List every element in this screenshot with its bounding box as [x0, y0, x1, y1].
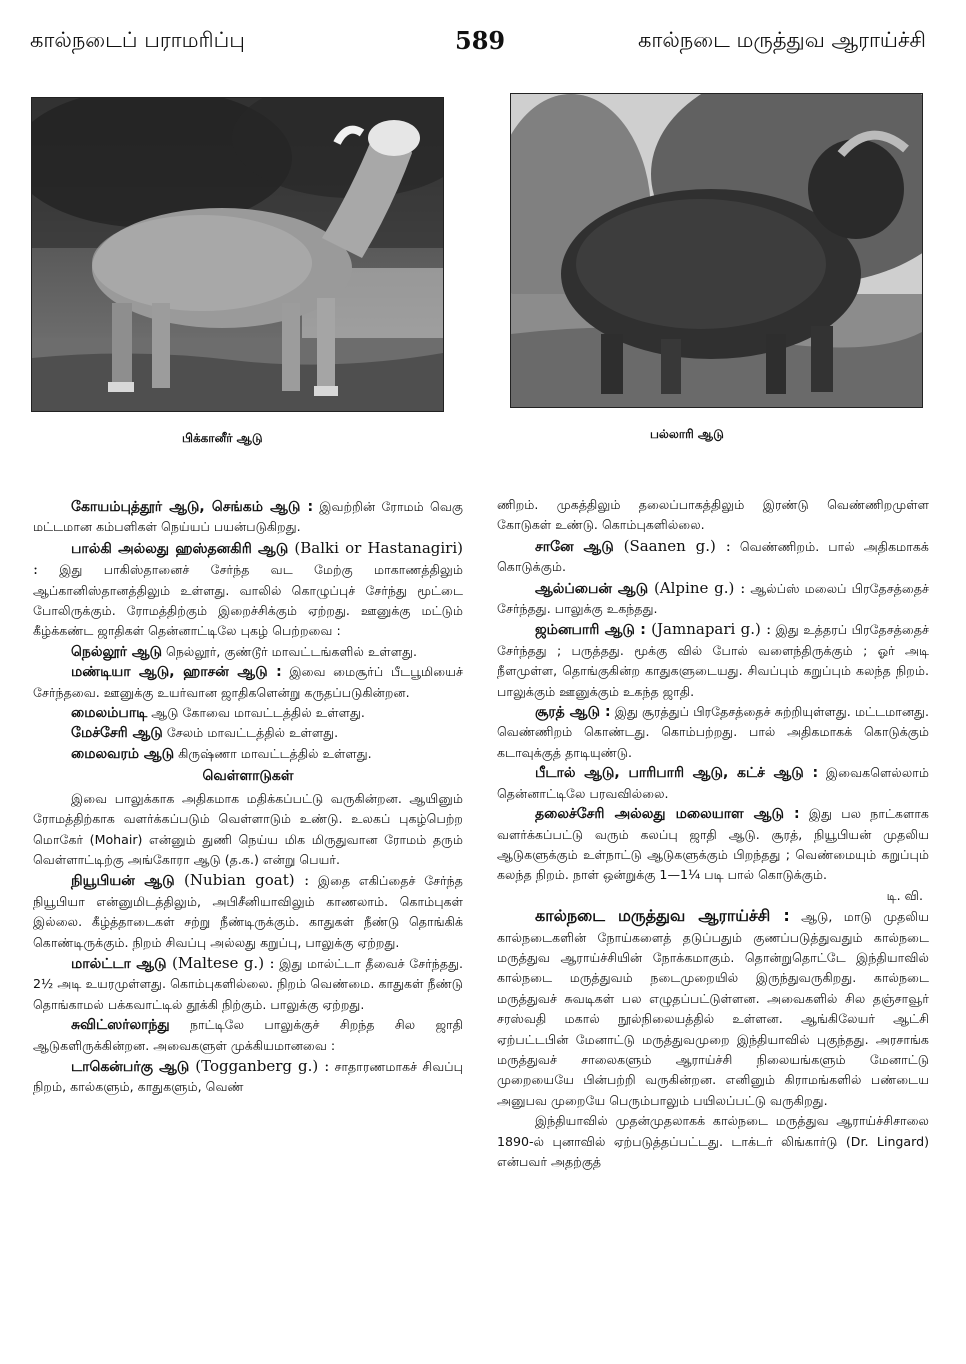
page-number: 589 [455, 26, 506, 55]
entry-text: கிருஷ்ணா மாவட்டத்தில் உள்ளது. [174, 745, 372, 761]
goat-illustration-left [32, 98, 443, 411]
entry-text: இது பாகிஸ்தானைச் சேர்ந்த வட மேற்கு மாகாணத்திலும் ஆப்கானிஸ்தானத்திலும் உள்ளது. வாலில் கொழுப்புச் சேர்ந்து மூட்டை போலிருக்கும். ரோமத்திற்கும் இறைச்சிக்கும் ஏற்றது. ஊனுக்கு மட்டும் கீழ்க்கண்ட ஜாதிகள் தென்னாட்டிலே புகழ் பெற்றவை : [33, 562, 463, 639]
section-subheading: வெள்ளாடுகள் [202, 768, 294, 785]
paragraph-nellore [33, 642, 463, 662]
entry-heading: சூரத் ஆடு : [535, 704, 611, 721]
photo-bellary-sheep [510, 93, 923, 408]
paragraph-mecheri [33, 723, 463, 743]
entry-latin: (Alpine g.) : [648, 578, 746, 597]
entry-text: நாட்டிலே பாலுக்குச் சிறந்த சில ஜாதி ஆடுகளிருக்கின்றன. அவைகளுள் முக்கியமானவை : [33, 1017, 463, 1053]
entry-text: இது சூரத்துப் பிரதேசத்தைச் சுற்றியுள்ளது. மட்டமானது. வெண்ணிறம் கொண்டது. கொம்பற்றது. பால் அதிகமாகக் கொடுக்கும் கடாவுக்குத் தாடியுண்டு. [497, 704, 929, 760]
entry-heading: மால்ட்டா ஆடு [71, 955, 167, 972]
paragraph-tellicherry [497, 804, 929, 886]
entry-latin: (Nubian goat) : [174, 871, 310, 890]
paragraph-balki [33, 538, 463, 642]
paragraph-beetal [497, 763, 929, 804]
entry-heading: மண்டியா ஆடு, ஹாசன் ஆடு : [71, 664, 282, 681]
entry-text: இவற்றின் ரோமம் வெகு மட்டமான கம்பளிகள் நெய்யப் பயன்படுகிறது. [33, 499, 464, 535]
entry-text: ணிறம். முகத்திலும் தலைப்பாகத்திலும் இரண்டு வெண்ணிறமுள்ள கோடுகள் உண்டு. கொம்புகளில்லை. [497, 497, 929, 533]
paragraph-coimbatore [33, 497, 463, 538]
running-header-right: கால்நடை மருத்துவ ஆராய்ச்சி [637, 28, 926, 52]
entry-heading: பால்கி அல்லது ஹஸ்தனகிரி ஆடு [71, 540, 289, 557]
paragraph-nubian [33, 870, 463, 953]
article-text: இந்தியாவில் முதன்முதலாகக் கால்நடை மருத்துவ ஆராய்ச்சிசாலை 1890-ல் புனாவில் ஏற்படுத்தப்பட்டது. டாக்டர் லிங்கார்டு (Dr. Lingard) என்பவர் அதற்குத் [497, 1113, 929, 1169]
entry-heading: ஆல்ப்பைன் ஆடு [535, 580, 649, 597]
entry-heading: ஜம்னபாரி ஆடு : [535, 622, 646, 639]
entry-text: இதை எகிப்தைச் சேர்ந்த நியூபியா என்னுமிடத்திலும், அபிசீனியாவிலும் காணலாம். கொம்புகள் இல்லை. கீழ்த்தாடைகள் சற்று நீண்டிருக்கும். காதுகள் நீண்டு தொங்கிக் கொண்டிருக்கும். நிறம் சிவப்பு அல்லது கறுப்பு, பாலுக்கு ஏற்றது. [33, 873, 463, 950]
author-signature: டி. வி. [886, 887, 923, 903]
entry-text: வெண்ணிறம். பால் அதிகமாகக் கொடுக்கும். [497, 538, 929, 575]
photo-bikaner-goat [31, 97, 444, 412]
entry-text: நெல்லூர், குண்டூர் மாவட்டங்களில் உள்ளது. [162, 643, 418, 659]
paragraph-mylavaram [33, 744, 463, 764]
left-text-column [33, 497, 463, 1098]
entry-text: இவைகளெல்லாம் தென்னாட்டிலே பரவவில்லை. [497, 765, 929, 801]
entry-text: ஆல்ப்ஸ் மலைப் பிரதேசத்தைச் சேர்ந்தது. பாலுக்கு உகந்தது. [497, 580, 930, 617]
entry-text: சாதாரணமாகச் சிவப்பு நிறம், கால்களும், காதுகளும், வெண் [33, 1058, 463, 1095]
entry-text: இது மால்ட்டா தீவைச் சேர்ந்தது. 2½ அடி உயரமுள்ளது. கொம்புகளில்லை. நிறம் வெண்மை. காதுகள் நீண்டு தொங்காமல் பக்கவாட்டில் தூக்கி நிற்கும். பாலுக்கு ஏற்றது. [33, 955, 464, 1012]
paragraph-alpine [497, 578, 929, 620]
caption-left: பிக்கானீர் ஆடு [182, 431, 263, 445]
entry-text: இவை மைசூர்ப் பீடபூமியைச் சேர்ந்தவை. ஊனுக்கு உயர்வான ஜாதிகளென்று கருதப்படுகின்றன. [33, 664, 463, 700]
entry-heading: சானே ஆடு [535, 538, 614, 555]
entry-heading: நெல்லூர் ஆடு [71, 643, 163, 660]
entry-heading: டாகென்பர்கு ஆடு [71, 1058, 190, 1075]
entry-text: இவை பாலுக்காக அதிகமாக மதிக்கப்பட்டு வருகின்றன. ஆயினும் ரோமத்திற்காக வளர்க்கப்படும் வெள்ளாடும் உண்டு. உலகப் புகழ்பெற்ற மொகேர் (Mohair) என்னும் துணி நெய்ய மிக மிருதுவான ரோமம் தரும் வெள்ளாட்டிற்கு அங்கோரா ஆடு (த.க.) என்று பெயர். [33, 790, 463, 867]
entry-heading: பீடால் ஆடு, பாரிபாரி ஆடு, கட்ச் ஆடு : [535, 765, 819, 782]
entry-heading: சுவிட்ஸர்லாந்து [71, 1017, 170, 1034]
entry-heading: மேச்சேரி ஆடு [71, 725, 163, 742]
paragraph-goats-intro [33, 789, 463, 871]
paragraph-toggenburg [33, 1056, 463, 1098]
entry-heading: கோயம்புத்தூர் ஆடு, செங்கம் ஆடு : [71, 499, 314, 515]
article-text: ஆடு, மாடு முதலிய கால்நடைகளின் நோய்களைத் தடுப்பதும் குணப்படுத்துவதும் கால்நடை மருத்துவ ஆராய்ச்சியின் நோக்கமாகும். தொன்றுதொட்டே இந்தியாவில் கால்நடை மருத்துவம் நடைமுறையில் இருந்துவருகிறது. கால்நடை மருத்துவச் சுவடிகள் பல எழுதப்பட்டுள்ளன. அவைகளில் சில தஞ்சாவூர் சரஸ்வதி மகால் நூல்நிலையத்தில் உள்ளன. ஆங்கிலேயர் ஆட்சி ஏற்பட்டபின் மேனாட்டு மருத்துவமுறை இந்தியாவில் புகுந்தது. அரசாங்க மருத்துவச் சாலைகளும் ஆராய்ச்சி நிலையங்களும் மேனாட்டு முறையையே பின்பற்றி வருகின்றன. எனினும் கிராமங்களில் பண்டைய அனுபவ முறையே பெரும்பாலும் பயிலப்பட்டு வருகிறது. [497, 909, 930, 1108]
entry-text: ஆடு கோவை மாவட்டத்தில் உள்ளது. [147, 705, 365, 721]
entry-heading: மைலவரம் ஆடு [71, 745, 175, 762]
paragraph-saanen [497, 536, 929, 578]
paragraph-maltese [33, 953, 463, 1015]
entry-text: சேலம் மாவட்டத்தில் உள்ளது. [162, 725, 339, 741]
sheep-illustration-right [511, 94, 922, 407]
right-text-column [497, 495, 929, 1172]
entry-text: இது உத்தரப் பிரதேசத்தைச் சேர்ந்தது ; பருத்தது. மூக்கு வில் போல் வளைந்திருக்கும் ; ஓர் அடி நீளமுள்ள, தொங்குகின்ற காதுகளுடையது. சிவப்பும் கறுப்பும் கலந்த நிறம். பாலுக்கும் ஊனுக்கும் உகந்த ஜாதி. [497, 622, 930, 699]
entry-heading: மைலம்பாடி [71, 705, 148, 722]
entry-heading: நியூபியன் ஆடு [71, 873, 175, 890]
entry-latin: (Balki or Hastanagiri) : [33, 538, 463, 579]
entry-heading: தலைச்சேரி அல்லது மலையாள ஆடு : [535, 806, 800, 823]
article-title: கால்நடை மருத்துவ ஆராய்ச்சி : [535, 906, 790, 926]
running-header-left: கால்நடைப் பராமரிப்பு [30, 28, 245, 52]
paragraph-switzerland [33, 1015, 463, 1056]
entry-latin: (Jamnapari g.) : [645, 620, 772, 639]
paragraph-first-lab [497, 1111, 929, 1172]
paragraph-mandya [33, 662, 463, 703]
entry-latin: (Togganberg g.) : [189, 1056, 330, 1075]
paragraph-surat [497, 702, 929, 763]
paragraph-jamnapari [497, 619, 929, 702]
entry-latin: (Maltese g.) : [166, 953, 275, 972]
paragraph-continued [497, 495, 929, 536]
paragraph-veterinary-research [497, 906, 929, 1111]
caption-right: பல்லாரி ஆடு [650, 427, 724, 441]
entry-latin: (Saanen g.) : [613, 536, 731, 555]
entry-text: இது பல நாட்களாக வளர்க்கப்பட்டு வரும் கலப்பு ஜாதி ஆடு. சூரத், நியூபியன் முதலிய ஆடுகளுக்கும் உள்நாட்டு ஆடுகளுக்கும் பிறந்தது ; வெண்மையும் கறுப்பும் கலந்த நிறம். நாள் ஒன்றுக்கு 1—1¼ படி பால் கொடுக்கும். [497, 806, 929, 883]
paragraph-mylampadi [33, 703, 463, 723]
